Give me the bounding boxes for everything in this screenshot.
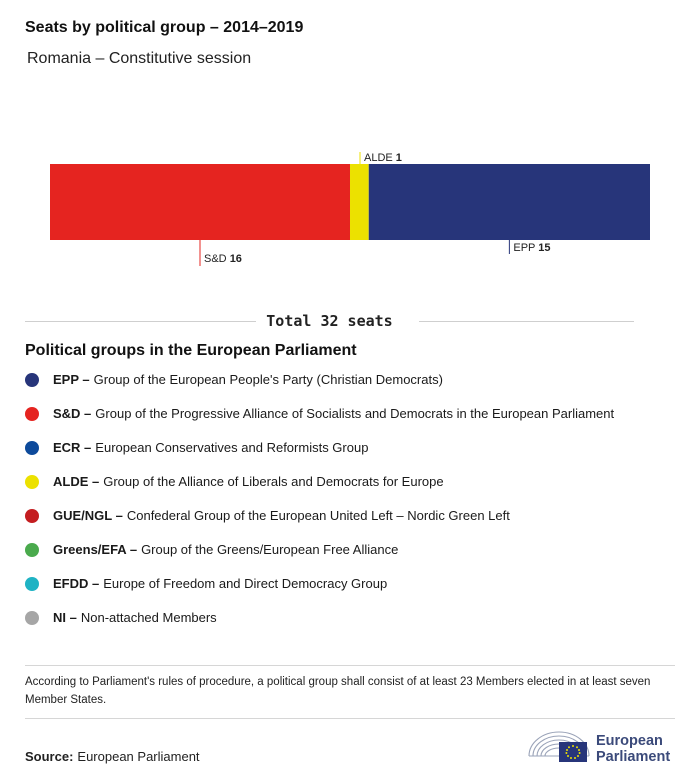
bar-data-label <box>364 152 402 164</box>
legend-color-dot <box>25 509 39 523</box>
logo-text-line1: European <box>596 733 663 749</box>
legend-color-dot <box>25 611 39 625</box>
legend-abbr: EPP – <box>53 372 90 387</box>
legend-item <box>25 439 685 473</box>
european-parliament-logo <box>526 726 676 766</box>
footnote: According to Parliament's rules of procedure, a political group shall consist of at least 23 Members elected in at least seven Member States. <box>25 676 651 706</box>
legend-name: European Conservatives and Reformists Group <box>95 440 369 455</box>
legend-color-dot <box>25 407 39 421</box>
legend-item <box>25 541 685 575</box>
legend-item <box>25 507 685 541</box>
chart-title: Seats by political group – 2014–2019 <box>25 19 304 36</box>
legend-name: Non-attached Members <box>80 610 217 625</box>
legend-abbr: GUE/NGL – <box>53 508 123 523</box>
bar-segment-sd <box>50 164 350 240</box>
bar-value-label: 15 <box>538 242 551 254</box>
legend-color-dot <box>25 441 39 455</box>
legend-name: Group of the Alliance of Liberals and Democrats for Europe <box>103 474 444 489</box>
source <box>25 749 200 764</box>
legend-name: Group of the European People's Party (Christian Democrats) <box>93 372 443 387</box>
divider <box>25 665 675 666</box>
legend-color-dot <box>25 475 39 489</box>
legend-color-dot <box>25 373 39 387</box>
legend-name: Group of the Progressive Alliance of Socialists and Democrats in the European Parliament <box>95 406 615 421</box>
legend-item <box>25 371 685 405</box>
bar-category-label: ALDE <box>364 152 396 164</box>
legend-name: Confederal Group of the European United Left – Nordic Green Left <box>126 508 510 523</box>
source-label: Source: <box>25 749 74 764</box>
chart-subtitle: Romania – Constitutive session <box>27 50 252 67</box>
legend-item <box>25 575 685 609</box>
legend-abbr: S&D – <box>53 406 92 421</box>
total-seats-label: Total 32 seats <box>256 312 402 330</box>
ep-hemicycle-flag-icon <box>526 726 592 766</box>
bar-data-label <box>204 253 242 265</box>
legend-abbr: EFDD – <box>53 576 100 591</box>
legend-item <box>25 473 685 507</box>
legend-color-dot <box>25 543 39 557</box>
legend <box>25 371 685 643</box>
bar-category-label: S&D <box>204 253 230 265</box>
bar-segment-epp <box>369 164 650 240</box>
legend-color-dot <box>25 577 39 591</box>
bar-value-label: 1 <box>395 152 402 164</box>
bar-value-label: 16 <box>229 253 242 265</box>
legend-abbr: NI – <box>53 610 77 625</box>
bar-data-label <box>513 242 550 254</box>
legend-title: Political groups in the European Parliament <box>25 342 357 359</box>
bar-segment-alde <box>350 164 369 240</box>
bar-category-label: EPP <box>513 242 539 254</box>
legend-abbr: ECR – <box>53 440 92 455</box>
legend-abbr: ALDE – <box>53 474 100 489</box>
legend-name: Group of the Greens/European Free Alliance <box>141 542 399 557</box>
divider <box>25 718 675 719</box>
legend-name: Europe of Freedom and Direct Democracy Group <box>103 576 388 591</box>
legend-item <box>25 405 685 439</box>
logo-text-line2: Parliament <box>596 749 671 765</box>
seats-bar-chart <box>0 140 700 280</box>
legend-item <box>25 609 685 643</box>
total-seats-row <box>25 312 634 332</box>
source-text: European Parliament <box>77 749 200 764</box>
legend-abbr: Greens/EFA – <box>53 542 138 557</box>
